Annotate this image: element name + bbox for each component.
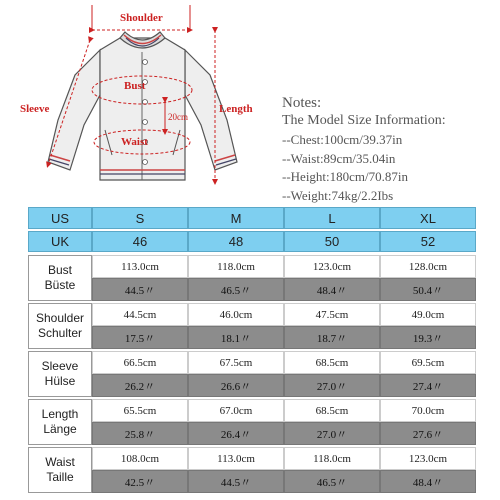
table-cell: 44.5〃 [188, 470, 284, 493]
waist-label-de: Taille [46, 470, 74, 484]
table-cell: 113.0cm [92, 255, 188, 278]
model-notes [282, 95, 497, 205]
table-cell: 118.0cm [284, 447, 380, 470]
table-cell: 18.7〃 [284, 326, 380, 349]
length-label: Length [219, 103, 253, 115]
table-cell: 66.5cm [92, 351, 188, 374]
notes-waist: --Waist:89cm/35.04in [282, 150, 396, 166]
uk-size-46: 46 [92, 231, 188, 252]
shoulder-label: Shoulder [120, 12, 163, 24]
table-cell: 26.4〃 [188, 422, 284, 445]
shoulder-label-en: Shoulder [35, 311, 85, 325]
shoulder-row-label [28, 303, 92, 349]
table-cell: 108.0cm [92, 447, 188, 470]
sleeve-label: Sleeve [20, 103, 50, 115]
twenty-cm-label: 20cm [168, 112, 188, 122]
waist-label: Waist [121, 136, 148, 148]
uk-size-row [28, 231, 476, 252]
table-cell: 27.0〃 [284, 374, 380, 397]
table-cell: 69.5cm [380, 351, 476, 374]
table-cell: 27.4〃 [380, 374, 476, 397]
table-cell: 44.5〃 [92, 278, 188, 301]
table-cell: 70.0cm [380, 399, 476, 422]
notes-chest: --Chest:100cm/39.37in [282, 132, 403, 147]
us-size-row [28, 207, 476, 229]
table-cell: 123.0cm [380, 447, 476, 470]
table-cell: 26.6〃 [188, 374, 284, 397]
table-cell: 48.4〃 [380, 470, 476, 493]
uk-size-52: 52 [380, 231, 476, 252]
bust-label-de: Büste [44, 278, 76, 292]
waist-row-label [28, 447, 92, 493]
notes-title: Notes: [282, 95, 322, 111]
table-cell: 65.5cm [92, 399, 188, 422]
table-cell: 44.5cm [92, 303, 188, 326]
bust-label-en: Bust [47, 263, 72, 277]
length-row-label [28, 399, 92, 445]
length-block [28, 399, 476, 445]
table-cell: 67.0cm [188, 399, 284, 422]
table-cell: 68.5cm [284, 351, 380, 374]
uk-size-48: 48 [188, 231, 284, 252]
table-cell: 128.0cm [380, 255, 476, 278]
table-cell: 118.0cm [188, 255, 284, 278]
table-cell: 42.5〃 [92, 470, 188, 493]
table-cell: 27.6〃 [380, 422, 476, 445]
bust-block [28, 255, 476, 301]
waist-label-en: Waist [45, 455, 75, 469]
table-cell: 18.1〃 [188, 326, 284, 349]
table-cell: 26.2〃 [92, 374, 188, 397]
table-cell: 47.5cm [284, 303, 380, 326]
table-cell: 48.4〃 [284, 278, 380, 301]
shoulder-label-de: Schulter [37, 326, 83, 340]
us-size-s: S [92, 207, 188, 229]
bust-row-label [28, 255, 92, 301]
length-label-de: Länge [43, 422, 77, 436]
table-cell: 19.3〃 [380, 326, 476, 349]
table-cell: 46.5〃 [188, 278, 284, 301]
table-cell: 46.0cm [188, 303, 284, 326]
notes-subtitle: The Model Size Information: [282, 113, 446, 128]
table-cell: 46.5〃 [284, 470, 380, 493]
table-cell: 49.0cm [380, 303, 476, 326]
table-cell: 68.5cm [284, 399, 380, 422]
table-cell: 25.8〃 [92, 422, 188, 445]
table-cell: 27.0〃 [284, 422, 380, 445]
us-size-m: M [188, 207, 284, 229]
bust-label: Bust [124, 80, 146, 92]
notes-weight: --Weight:74kg/2.2Ibs [282, 187, 394, 203]
table-cell: 17.5〃 [92, 326, 188, 349]
shoulder-block [28, 303, 476, 349]
length-label-en: Length [41, 407, 79, 421]
uk-size-50: 50 [284, 231, 380, 252]
us-size-xl: XL [380, 207, 476, 229]
waist-block [28, 447, 476, 493]
sleeve-block [28, 351, 476, 397]
table-cell: 113.0cm [188, 447, 284, 470]
notes-height: --Height:180cm/70.87in [282, 169, 409, 184]
sleeve-label-de: Hülse [44, 374, 76, 388]
table-cell: 67.5cm [188, 351, 284, 374]
us-size-l: L [284, 207, 380, 229]
uk-label: UK [28, 231, 92, 252]
us-label: US [28, 207, 92, 229]
table-cell: 50.4〃 [380, 278, 476, 301]
sleeve-row-label [28, 351, 92, 397]
sleeve-label-en: Sleeve [41, 359, 79, 373]
table-cell: 123.0cm [284, 255, 380, 278]
